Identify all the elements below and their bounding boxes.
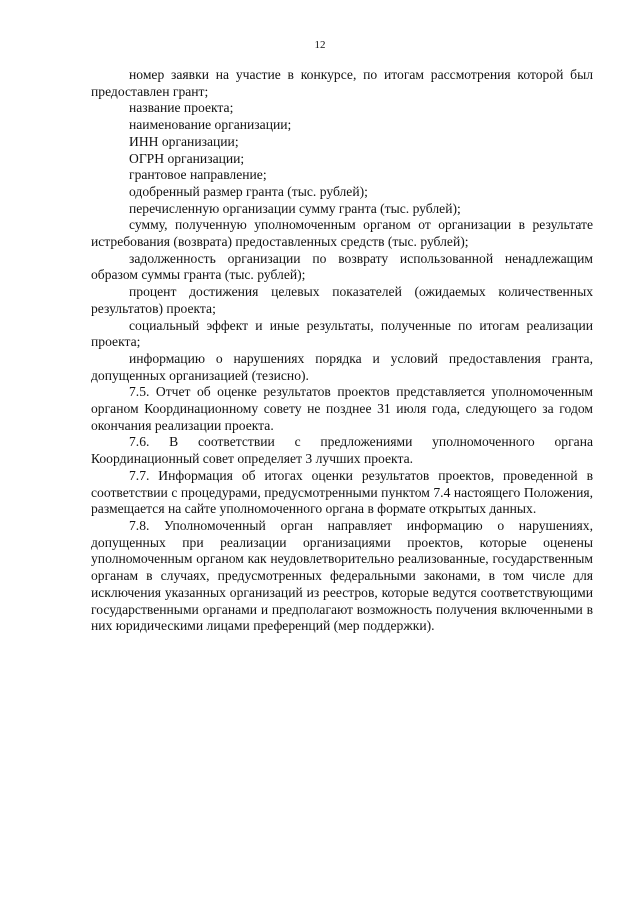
paragraph: ИНН организации;	[129, 133, 239, 149]
paragraph: перечисленную организации сумму гранта (тыс. рублей);	[129, 200, 461, 216]
section-7-5: 7.5. Отчет об оценке результатов проектов представляется уполномоченным органом Координационному совету не позднее 31 июля года, следующего за годом окончания реализации проекта.	[91, 384, 593, 433]
paragraph: задолженность организации по возврату использованной ненадлежащим образом суммы гранта (тыс. рублей);	[91, 250, 593, 283]
paragraph: процент достижения целевых показателей (ожидаемых количественных результатов) проекта;	[91, 284, 593, 316]
section-7-7: 7.7. Информация об итогах оценки результатов проектов, проведенной в соответствии с процедурами, предусмотренными пунктом 7.4 настоящего Положения, размещается на сайте уполномоченного органа в формате открытых данных.	[91, 467, 593, 517]
paragraph: номер заявки на участие в конкурсе, по итогам рассмотрения которой был предоставлен грант;	[91, 67, 593, 99]
document-body	[91, 67, 593, 635]
paragraph: грантовое направление;	[129, 167, 267, 183]
paragraph: информацию о нарушениях порядка и условий предоставления гранта, допущенных организацией (тезисно).	[91, 350, 593, 383]
paragraph: название проекта;	[129, 100, 234, 116]
paragraph: ОГРН организации;	[129, 150, 245, 166]
page-number: 12	[314, 39, 326, 51]
paragraph: социальный эффект и иные результаты, полученные по итогам реализации проекта;	[91, 317, 593, 350]
paragraph: одобренный размер гранта (тыс. рублей);	[129, 183, 368, 199]
paragraph: сумму, полученную уполномоченным органом от организации в результате истребования (возврата) предоставленных средств (тыс. рублей);	[91, 217, 593, 250]
section-7-6: 7.6. В соответствии с предложениями уполномоченного органа Координационный совет определяет 3 лучших проекта.	[91, 434, 593, 467]
section-7-8: 7.8. Уполномоченный орган направляет информацию о нарушениях, допущенных при реализации организациями проектов, которые оценены уполномоченным органом как неудовлетворительно реализованные, государственным органам в случаях, предусмотренных федеральными законами, в том числе для исключения указанных организаций из реестров, которые ведутся соответствующими государственными органами и предполагают возможность получения включенными в них юридическими лицами преференций (мер поддержки).	[91, 517, 593, 634]
paragraph: наименование организации;	[129, 117, 292, 133]
